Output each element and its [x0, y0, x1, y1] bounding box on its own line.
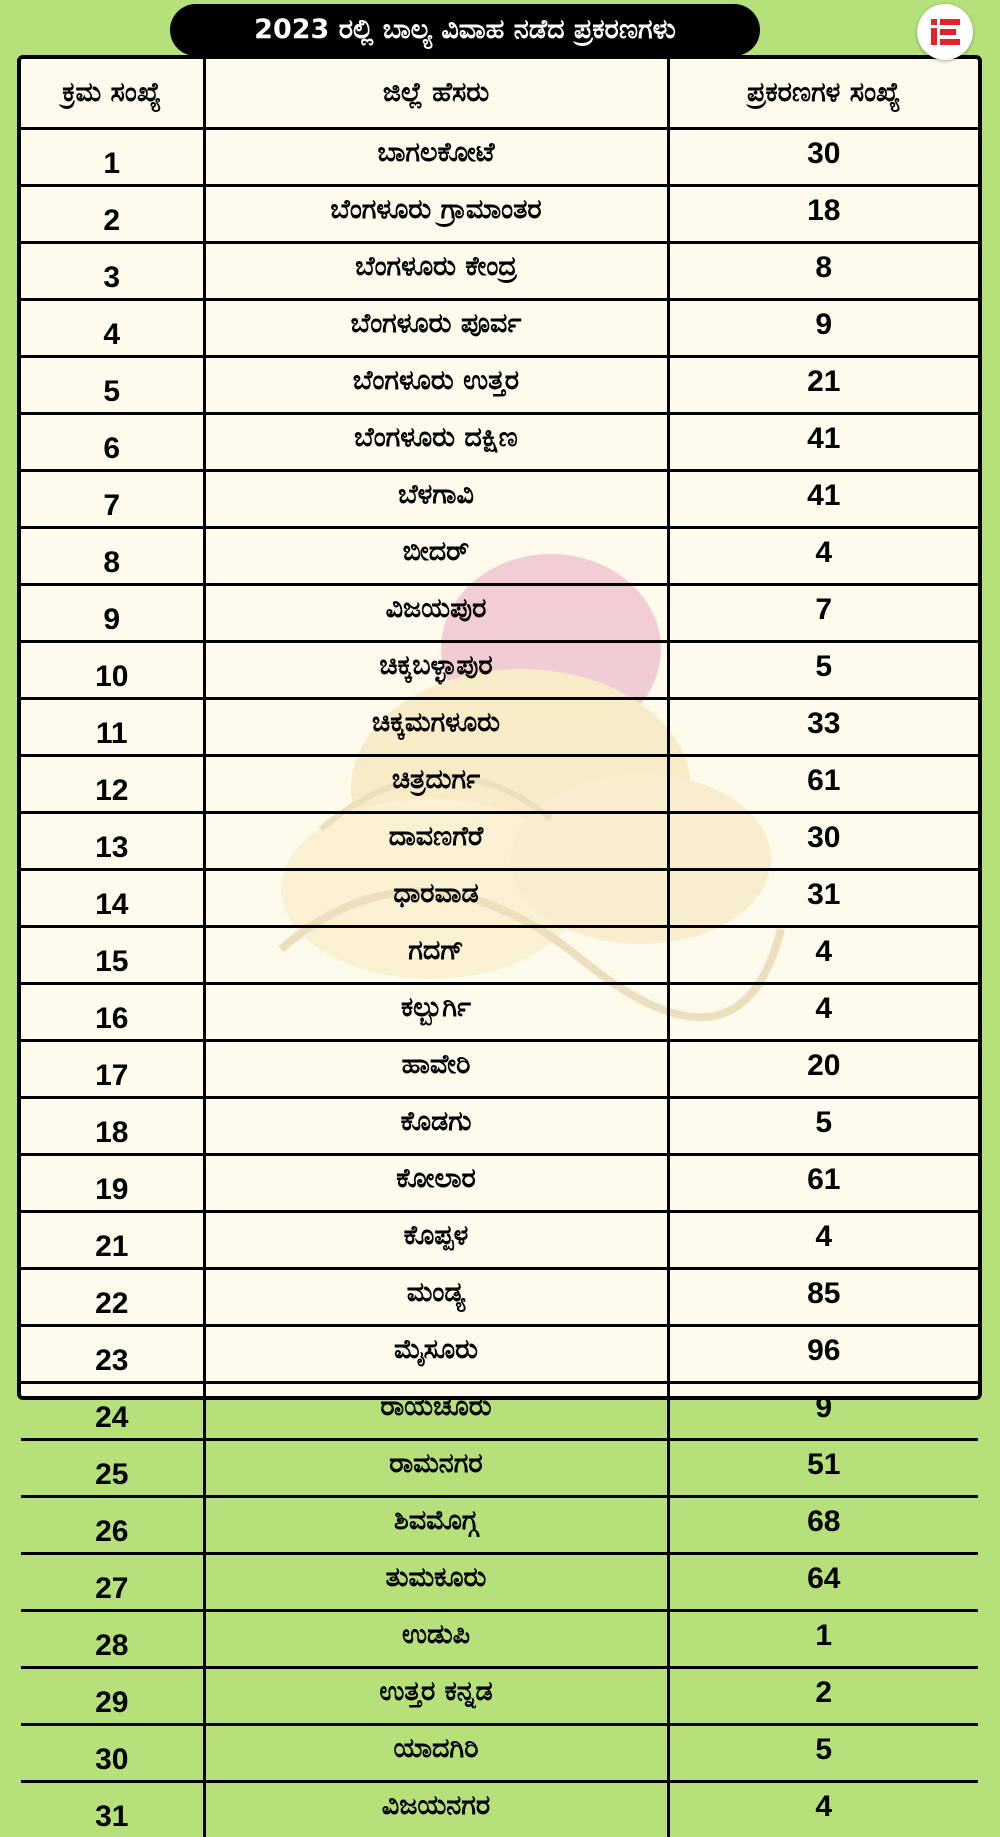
serial-number-cell: 24 — [21, 1383, 204, 1440]
case-count-cell: 51 — [668, 1440, 978, 1497]
case-count-cell: 41 — [668, 471, 978, 528]
district-name-cell: ಮೈಸೂರು — [204, 1326, 668, 1383]
district-name-cell: ಬೆಂಗಳೂರು ಕೇಂದ್ರ — [204, 243, 668, 300]
column-header-cases: ಪ್ರಕರಣಗಳ ಸಂಖ್ಯೆ — [668, 59, 978, 129]
case-count-cell: 4 — [668, 1782, 978, 1837]
district-name-cell: ಉತ್ತರ ಕನ್ನಡ — [204, 1668, 668, 1725]
district-name-cell: ಬೆಂಗಳೂರು ಗ್ರಾಮಾಂತರ — [204, 186, 668, 243]
case-count-cell: 21 — [668, 357, 978, 414]
serial-number-cell: 7 — [21, 471, 204, 528]
cases-table-container — [17, 55, 982, 1400]
district-name-cell: ಬೆಳಗಾವಿ — [204, 471, 668, 528]
case-count-cell: 4 — [668, 528, 978, 585]
serial-number-cell: 16 — [21, 984, 204, 1041]
table-row — [21, 1269, 978, 1326]
serial-number-cell: 13 — [21, 813, 204, 870]
district-name-cell: ಉಡುಪಿ — [204, 1611, 668, 1668]
case-count-cell: 20 — [668, 1041, 978, 1098]
serial-number-cell: 26 — [21, 1497, 204, 1554]
table-row — [21, 1668, 978, 1725]
district-name-cell: ಬಾಗಲಕೋಟೆ — [204, 129, 668, 186]
table-header-row — [21, 59, 978, 129]
table-row — [21, 756, 978, 813]
case-count-cell: 18 — [668, 186, 978, 243]
case-count-cell: 8 — [668, 243, 978, 300]
serial-number-cell: 9 — [21, 585, 204, 642]
table-row — [21, 585, 978, 642]
serial-number-cell: 25 — [21, 1440, 204, 1497]
table-row — [21, 129, 978, 186]
table-row — [21, 699, 978, 756]
table-row — [21, 1155, 978, 1212]
table-row — [21, 813, 978, 870]
serial-number-cell: 31 — [21, 1782, 204, 1837]
district-name-cell: ತುಮಕೂರು — [204, 1554, 668, 1611]
serial-number-cell: 28 — [21, 1611, 204, 1668]
serial-number-cell: 3 — [21, 243, 204, 300]
table-row — [21, 528, 978, 585]
page-title: 2023 ರಲ್ಲಿ ಬಾಲ್ಯ ವಿವಾಹ ನಡೆದ ಪ್ರಕರಣಗಳು — [170, 4, 760, 56]
table-row — [21, 1041, 978, 1098]
district-name-cell: ಗದಗ್ — [204, 927, 668, 984]
district-name-cell: ಬೆಂಗಳೂರು ಪೂರ್ವ — [204, 300, 668, 357]
case-count-cell: 4 — [668, 1212, 978, 1269]
serial-number-cell: 8 — [21, 528, 204, 585]
case-count-cell: 5 — [668, 1725, 978, 1782]
table-row — [21, 1497, 978, 1554]
serial-number-cell: 10 — [21, 642, 204, 699]
table-row — [21, 642, 978, 699]
district-name-cell: ಬೆಂಗಳೂರು ದಕ್ಷಿಣ — [204, 414, 668, 471]
case-count-cell: 9 — [668, 1383, 978, 1440]
table-row — [21, 1554, 978, 1611]
case-count-cell: 2 — [668, 1668, 978, 1725]
table-row — [21, 1725, 978, 1782]
table-row — [21, 1326, 978, 1383]
district-name-cell: ಯಾದಗಿರಿ — [204, 1725, 668, 1782]
table-row — [21, 357, 978, 414]
district-name-cell: ಶಿವಮೊಗ್ಗ — [204, 1497, 668, 1554]
case-count-cell: 96 — [668, 1326, 978, 1383]
district-name-cell: ಬೀದರ್ — [204, 528, 668, 585]
serial-number-cell: 30 — [21, 1725, 204, 1782]
serial-number-cell: 27 — [21, 1554, 204, 1611]
table-row — [21, 414, 978, 471]
district-name-cell: ಚಿಕ್ಕಬಳ್ಳಾಪುರ — [204, 642, 668, 699]
table-row — [21, 870, 978, 927]
serial-number-cell: 23 — [21, 1326, 204, 1383]
table-row — [21, 927, 978, 984]
case-count-cell: 41 — [668, 414, 978, 471]
brand-logo-icon — [917, 4, 973, 60]
cases-table — [21, 59, 978, 1837]
column-header-serial: ಕ್ರಮ ಸಂಖ್ಯೆ — [21, 59, 204, 129]
case-count-cell: 1 — [668, 1611, 978, 1668]
case-count-cell: 31 — [668, 870, 978, 927]
table-row — [21, 1098, 978, 1155]
district-name-cell: ಬೆಂಗಳೂರು ಉತ್ತರ — [204, 357, 668, 414]
case-count-cell: 4 — [668, 984, 978, 1041]
serial-number-cell: 22 — [21, 1269, 204, 1326]
serial-number-cell: 2 — [21, 186, 204, 243]
table-row — [21, 984, 978, 1041]
case-count-cell: 68 — [668, 1497, 978, 1554]
serial-number-cell: 4 — [21, 300, 204, 357]
district-name-cell: ಹಾವೇರಿ — [204, 1041, 668, 1098]
serial-number-cell: 11 — [21, 699, 204, 756]
case-count-cell: 33 — [668, 699, 978, 756]
serial-number-cell: 14 — [21, 870, 204, 927]
case-count-cell: 61 — [668, 756, 978, 813]
district-name-cell: ಚಿತ್ರದುರ್ಗ — [204, 756, 668, 813]
table-row — [21, 1383, 978, 1440]
case-count-cell: 9 — [668, 300, 978, 357]
district-name-cell: ಚಿಕ್ಕಮಗಳೂರು — [204, 699, 668, 756]
district-name-cell: ಮಂಡ್ಯ — [204, 1269, 668, 1326]
table-row — [21, 1440, 978, 1497]
table-row — [21, 1611, 978, 1668]
district-name-cell: ಧಾರವಾಡ — [204, 870, 668, 927]
case-count-cell: 4 — [668, 927, 978, 984]
table-row — [21, 243, 978, 300]
case-count-cell: 7 — [668, 585, 978, 642]
serial-number-cell: 5 — [21, 357, 204, 414]
district-name-cell: ಕೊಡಗು — [204, 1098, 668, 1155]
district-name-cell: ಕೊಪ್ಪಳ — [204, 1212, 668, 1269]
brand-logo — [917, 4, 973, 60]
table-row — [21, 186, 978, 243]
table-row — [21, 1212, 978, 1269]
serial-number-cell: 18 — [21, 1098, 204, 1155]
district-name-cell: ರಾಮನಗರ — [204, 1440, 668, 1497]
case-count-cell: 61 — [668, 1155, 978, 1212]
district-name-cell: ವಿಜಯನಗರ — [204, 1782, 668, 1837]
district-name-cell: ವಿಜಯಪುರ — [204, 585, 668, 642]
case-count-cell: 30 — [668, 129, 978, 186]
serial-number-cell: 21 — [21, 1212, 204, 1269]
district-name-cell: ದಾವಣಗೆರೆ — [204, 813, 668, 870]
serial-number-cell: 29 — [21, 1668, 204, 1725]
table-row — [21, 471, 978, 528]
district-name-cell: ಕಲ್ಬುರ್ಗಿ — [204, 984, 668, 1041]
case-count-cell: 5 — [668, 642, 978, 699]
table-row — [21, 1782, 978, 1837]
serial-number-cell: 15 — [21, 927, 204, 984]
serial-number-cell: 1 — [21, 129, 204, 186]
case-count-cell: 64 — [668, 1554, 978, 1611]
case-count-cell: 85 — [668, 1269, 978, 1326]
table-row — [21, 300, 978, 357]
serial-number-cell: 12 — [21, 756, 204, 813]
case-count-cell: 30 — [668, 813, 978, 870]
serial-number-cell: 6 — [21, 414, 204, 471]
serial-number-cell: 19 — [21, 1155, 204, 1212]
column-header-district: ಜಿಲ್ಲೆ ಹೆಸರು — [204, 59, 668, 129]
district-name-cell: ರಾಯಚೂರು — [204, 1383, 668, 1440]
case-count-cell: 5 — [668, 1098, 978, 1155]
district-name-cell: ಕೋಲಾರ — [204, 1155, 668, 1212]
serial-number-cell: 17 — [21, 1041, 204, 1098]
